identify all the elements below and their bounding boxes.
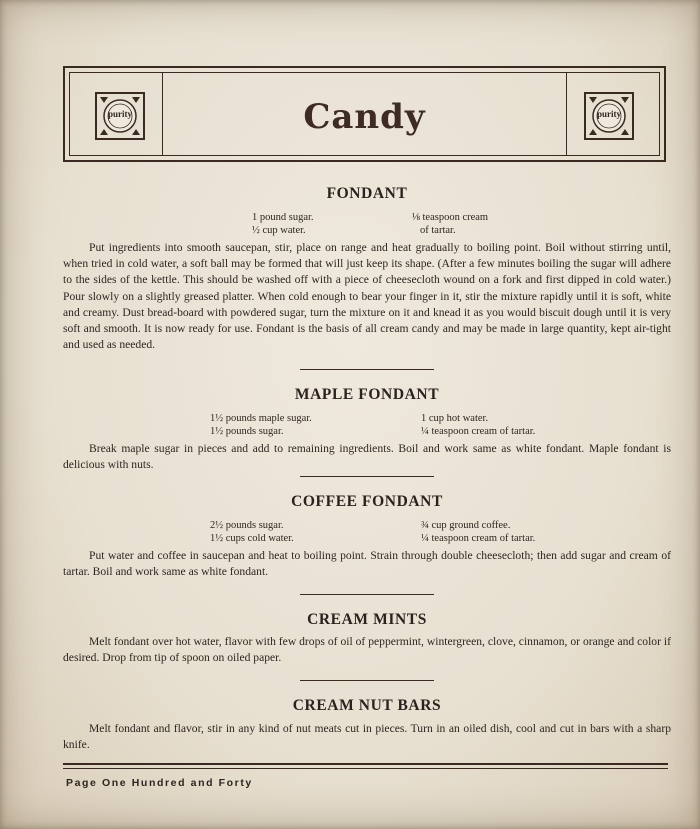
ingredient-item: 1½ pounds sugar. (210, 426, 284, 437)
paragraph-text: Break maple sugar in pieces and add to remaining ingredients. Boil and work same as white fondant. Maple fondant is delicious with nuts. (63, 442, 671, 472)
paragraph-text: Put water and coffee in saucepan and heat to boiling point. Strain through double cheesecloth; then add sugar and cream of tartar. Boil and work same as white fondant. (63, 549, 671, 579)
section-divider (300, 594, 434, 595)
ingredient-item: 1 cup hot water. (421, 413, 489, 424)
ingredient-list-right (421, 412, 535, 438)
seal-text: purity (596, 109, 621, 119)
ingredient-item: of tartar. (420, 225, 456, 236)
ingredient-item: ¼ teaspoon cream of tartar. (421, 426, 536, 437)
ingredient-item: ¼ teaspoon cream of tartar. (421, 533, 536, 544)
recipe-paragraph (63, 240, 671, 353)
recipe-content (63, 0, 671, 829)
section-title: CREAM NUT BARS (292, 697, 442, 714)
ingredient-item: ¾ cup ground coffee. (421, 520, 511, 531)
ingredient-item: ⅛ teaspoon cream (412, 212, 489, 223)
section-divider (300, 476, 434, 477)
ingredient-item: 1½ cups cold water. (210, 533, 294, 544)
ingredient-list-right (421, 519, 535, 545)
ingredient-list-right (412, 211, 488, 237)
page-title: Candy (303, 97, 426, 137)
section-title: COFFEE FONDANT (291, 493, 443, 510)
ingredient-item: 2½ pounds sugar. (210, 520, 284, 531)
paragraph-text: Put ingredients into smooth saucepan, stir, place on range and heat gradually to boiling point. Boil without stirring until, when tried in cold water, a soft ball may be formed that will just keep its shape. (After a few minutes boiling the sugar will adhere to the sides of the kettle. This should be washed off with a piece of cheesecloth wound on a fork and first dipped in cold water.) Pour slowly on a slightly greased platter. When cold enough to bear your finger in it, stir the mixture rapidly until it is soft, white and creamy. Dust bread-board with powdered sugar, turn the mixture on it and knead it as you would biscuit dough until it is very soft and smooth. It is now ready for use. Fondant is the basis of all cream candy and may be made in large quantity, kept air-tight and used as needed. (63, 241, 671, 352)
paragraph-text: Melt fondant over hot water, flavor with few drops of oil of peppermint, wintergreen, clove, cinnamon, or orange and color if desired. Drop from tip of spoon on oiled paper. (63, 635, 671, 665)
section-divider (300, 680, 434, 681)
ingredient-list-left (210, 412, 312, 438)
section-title: FONDANT (326, 185, 408, 202)
recipe-paragraph (63, 721, 671, 753)
page-number-label: Page One Hundred and Forty (66, 777, 253, 789)
section-divider (300, 369, 434, 370)
ingredient-list-left (252, 211, 314, 237)
footer-rule-thick (63, 763, 668, 765)
section-title: MAPLE FONDANT (294, 386, 440, 403)
recipe-paragraph (63, 634, 671, 666)
ingredient-item: 1½ pounds maple sugar. (210, 413, 312, 424)
seal-text: purity (107, 109, 132, 119)
section-title: CREAM MINTS (307, 611, 427, 628)
footer-rule-thin (63, 768, 668, 769)
recipe-paragraph (63, 548, 671, 580)
ingredient-list-left (210, 519, 294, 545)
paragraph-text: Melt fondant and flavor, stir in any kind of nut meats cut in pieces. Turn in an oiled dish, cool and cut in bars with a sharp knife. (63, 722, 671, 752)
recipe-paragraph (63, 441, 671, 473)
ingredient-item: ½ cup water. (252, 225, 306, 236)
ingredient-item: 1 pound sugar. (252, 212, 314, 223)
